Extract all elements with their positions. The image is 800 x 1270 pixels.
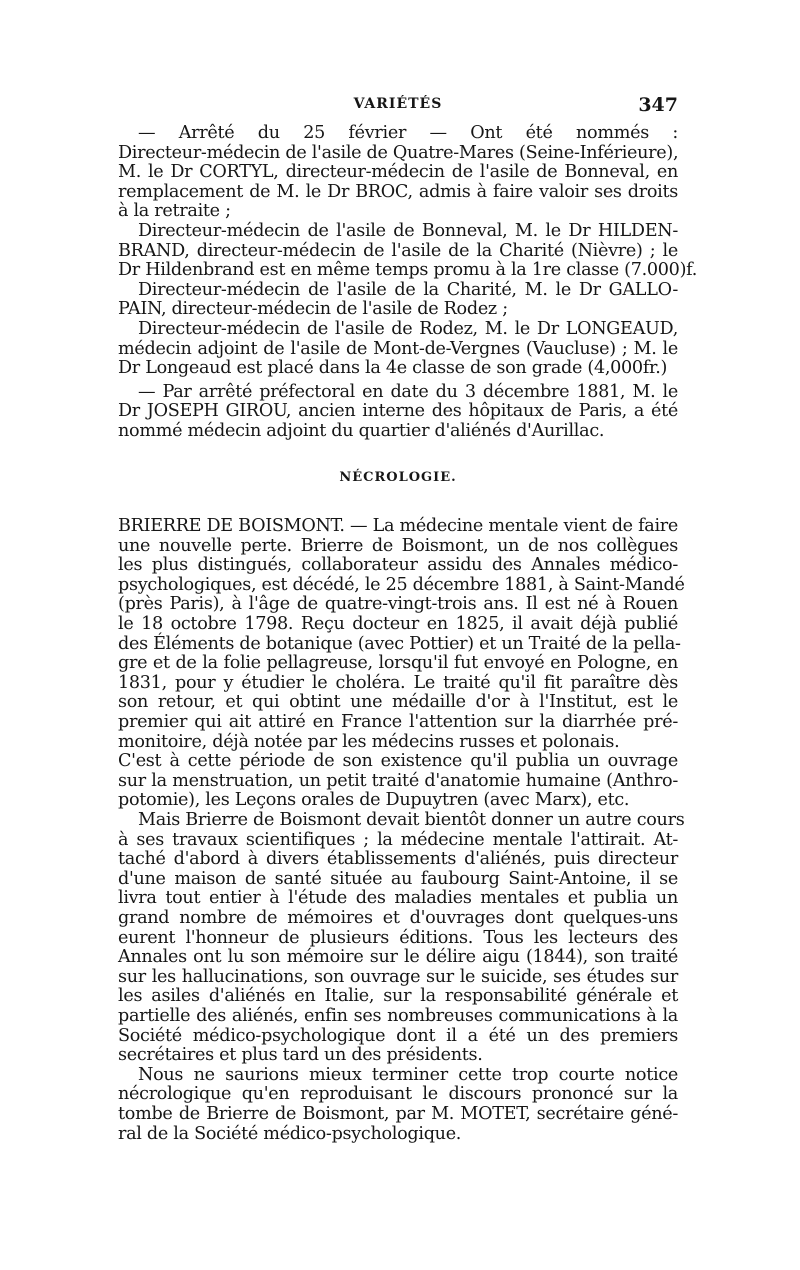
text-line: C'est à cette période de son existence qu'il publia un ouvrage bbox=[118, 751, 678, 772]
text-line: gre et de la folie pellagreuse, lorsqu'il fut envoyé en Pologne, en bbox=[118, 653, 678, 674]
nominations-section bbox=[118, 123, 698, 442]
text-line: à ses travaux scientifiques ; la médecine mentale l'attirait. At- bbox=[118, 829, 678, 850]
text-line: Directeur-médecin de l'asile de Quatre-Mares (Seine-Inférieure), bbox=[118, 142, 679, 163]
text-line: Mais Brierre de Boismont devait bientôt donner un autre cours bbox=[138, 810, 685, 830]
text-line: psychologiques, est décédé, le 25 décembre 1881, à Saint-Mandé bbox=[118, 574, 685, 595]
body-text bbox=[118, 123, 698, 1144]
text-line: Nous ne saurions mieux terminer cette trop courte notice bbox=[138, 1064, 678, 1085]
text-line: les asiles d'aliénés en Italie, sur la responsabilité générale et bbox=[118, 986, 678, 1007]
text-line: potomie), les Leçons orales de Dupuytren (avec Marx), etc. bbox=[118, 790, 630, 811]
text-line: les plus distingués, collaborateur assidu des Annales médico- bbox=[118, 555, 678, 576]
text-line: BRIERRE DE BOISMONT. — La médecine mentale vient de faire bbox=[118, 516, 679, 537]
text-line: livra tout entier à l'étude des maladies mentales et publia un bbox=[118, 888, 678, 909]
text-line: Dr JOSEPH GIROU, ancien interne des hôpitaux de Paris, a été bbox=[118, 401, 678, 422]
text-line: Société médico-psychologique dont il a été un des premiers bbox=[118, 1025, 678, 1046]
text-line: Dr Longeaud est placé dans la 4e classe de son grade (4,000fr.) bbox=[118, 358, 668, 379]
text-line: à la retraite ; bbox=[118, 201, 231, 222]
text-line: eurent l'honneur de plusieurs éditions. Tous les lecteurs des bbox=[118, 927, 678, 948]
text-line: taché d'abord à divers établissements d'aliénés, puis directeur bbox=[118, 849, 678, 870]
text-line: des Éléments de botanique (avec Pottier) et un Traité de la pella- bbox=[118, 633, 681, 654]
text-line: grand nombre de mémoires et d'ouvrages dont quelques-uns bbox=[118, 907, 678, 928]
text-line: — Par arrêté préfectoral en date du 3 décembre 1881, M. le bbox=[138, 381, 678, 402]
text-line: premier qui ait attiré en France l'attention sur la diarrhée pré- bbox=[118, 712, 678, 733]
text-line: tombe de Brierre de Boismont, par M. MOTET, secrétaire géné- bbox=[118, 1103, 678, 1124]
text-line: son retour, et qui obtint une médaille d'or à l'Institut, est le bbox=[118, 692, 678, 713]
text-line: Dr Hildenbrand est en même temps promu à la 1re classe (7.000)f. bbox=[118, 260, 698, 281]
text-line: remplacement de M. le Dr BROC, admis à faire valoir ses droits bbox=[118, 181, 678, 202]
section-heading: NÉCROLOGIE. bbox=[339, 469, 457, 485]
text-line: BRAND, directeur-médecin de l'asile de la Charité (Nièvre) ; le bbox=[118, 240, 678, 261]
necrologie-section bbox=[118, 516, 685, 1144]
running-title: VARIÉTÉS bbox=[353, 96, 443, 112]
text-line: secrétaires et plus tard un des présidents. bbox=[118, 1045, 483, 1066]
text-line: Annales ont lu son mémoire sur le délire aigu (1844), son traité bbox=[118, 947, 678, 968]
text-line: une nouvelle perte. Brierre de Boismont, un de nos collègues bbox=[118, 535, 678, 556]
text-line: monitoire, déjà notée par les médecins russes et polonais. bbox=[118, 731, 620, 752]
text-line: (près Paris), à l'âge de quatre-vingt-trois ans. Il est né à Rouen bbox=[118, 594, 678, 615]
text-line: Directeur-médecin de l'asile de la Charité, M. le Dr GALLO- bbox=[138, 279, 678, 300]
text-line: 1831, pour y étudier le choléra. Le traité qu'il fit paraître dès bbox=[118, 672, 678, 693]
text-line: d'une maison de santé située au faubourg Saint-Antoine, il se bbox=[118, 868, 678, 889]
text-line: nécrologique qu'en reproduisant le discours prononcé sur la bbox=[118, 1084, 678, 1105]
text-line: PAIN, directeur-médecin de l'asile de Rodez ; bbox=[118, 299, 508, 320]
text-line: médecin adjoint de l'asile de Mont-de-Vergnes (Vaucluse) ; M. le bbox=[118, 338, 678, 359]
text-line: M. le Dr CORTYL, directeur-médecin de l'asile de Bonneval, en bbox=[118, 162, 678, 183]
text-line: sur les hallucinations, son ouvrage sur le suicide, ses études sur bbox=[118, 966, 678, 987]
text-line: nommé médecin adjoint du quartier d'aliénés d'Aurillac. bbox=[118, 420, 605, 441]
page-number: 347 bbox=[638, 94, 678, 116]
text-line: — Arrêté du 25 février — Ont été nommés : bbox=[138, 123, 678, 143]
text-line: sur la menstruation, un petit traité d'anatomie humaine (Anthro- bbox=[118, 770, 678, 791]
text-line: ral de la Société médico-psychologique. bbox=[118, 1123, 462, 1144]
text-line: le 18 octobre 1798. Reçu docteur en 1825, il avait déjà publié bbox=[118, 614, 678, 635]
text-line: Directeur-médecin de l'asile de Rodez, M. le Dr LONGEAUD, bbox=[138, 318, 678, 339]
text-line: partielle des aliénés, enfin ses nombreuses communications à la bbox=[118, 1005, 678, 1026]
page-header bbox=[118, 96, 678, 122]
text-line: Directeur-médecin de l'asile de Bonneval, M. le Dr HILDEN- bbox=[138, 220, 678, 241]
